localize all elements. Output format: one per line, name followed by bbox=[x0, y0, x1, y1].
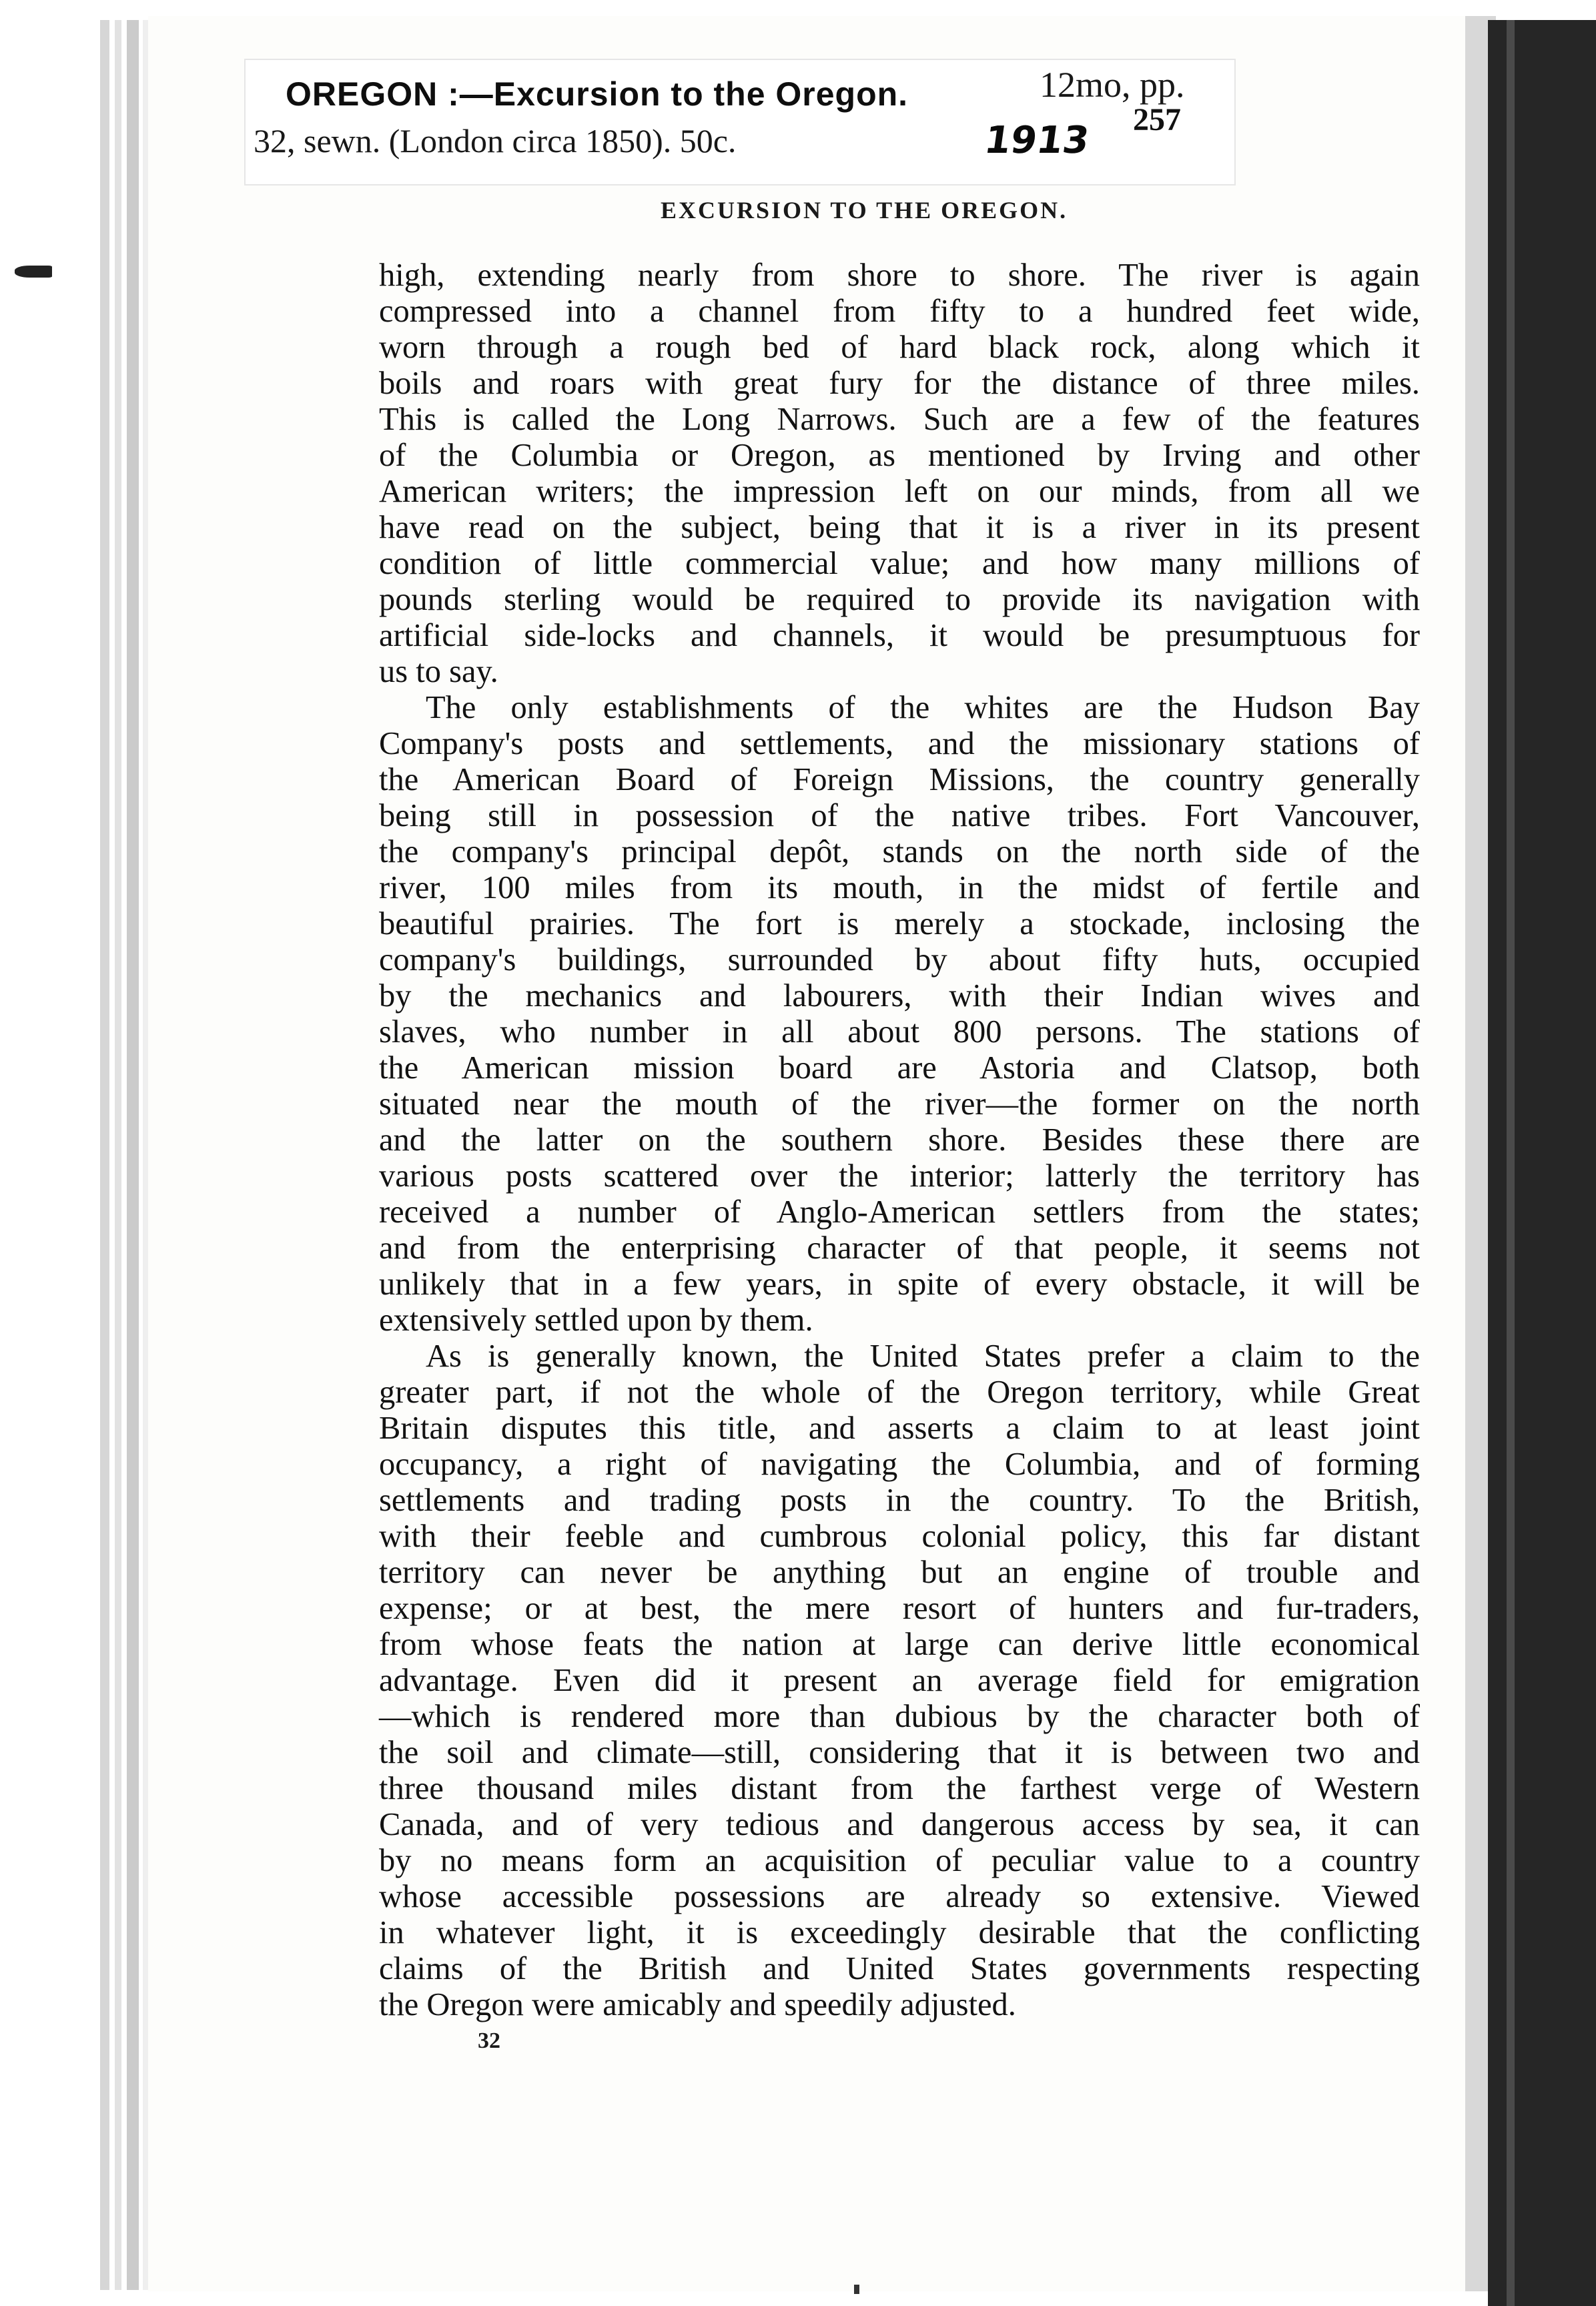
catalogue-label bbox=[246, 60, 1234, 184]
text-line: worn through a rough bed of hard black rock, along which it bbox=[379, 330, 1420, 365]
text-line: occupancy, a right of navigating the Columbia, and of forming bbox=[379, 1447, 1420, 1482]
scan-margin-left bbox=[0, 0, 100, 2306]
text-line: settlements and trading posts in the country. To the British, bbox=[379, 1483, 1420, 1518]
text-line: by no means form an acquisition of peculiar value to a country bbox=[379, 1843, 1420, 1878]
label-format: 12mo, pp. bbox=[1040, 65, 1185, 105]
scan-artifact-mark bbox=[15, 266, 52, 278]
text-line: Canada, and of very tedious and dangerous access by sea, it can bbox=[379, 1807, 1420, 1842]
page-edge bbox=[143, 20, 148, 2290]
running-head: EXCURSION TO THE OREGON. bbox=[661, 197, 1068, 224]
text-line: three thousand miles distant from the farthest verge of Western bbox=[379, 1771, 1420, 1806]
text-line: have read on the subject, being that it is a river in its present bbox=[379, 510, 1420, 545]
label-handwritten-note: 1913 bbox=[981, 119, 1092, 162]
paragraph bbox=[379, 258, 1420, 690]
text-line: river, 100 miles from its mouth, in the midst of fertile and bbox=[379, 870, 1420, 905]
text-line: —which is rendered more than dubious by the character both of bbox=[379, 1699, 1420, 1734]
scan-artifact-mark bbox=[854, 2285, 859, 2294]
text-line: beautiful prairies. The fort is merely a stockade, inclosing the bbox=[379, 906, 1420, 941]
page-edge bbox=[100, 20, 109, 2290]
text-line: various posts scattered over the interior; latterly the territory has bbox=[379, 1158, 1420, 1194]
text-line: situated near the mouth of the river—the former on the north bbox=[379, 1086, 1420, 1122]
text-line: unlikely that in a few years, in spite of every obstacle, it will be bbox=[379, 1266, 1420, 1302]
text-line: extensively settled upon by them. bbox=[379, 1302, 813, 1338]
text-line: expense; or at best, the mere resort of hunters and fur-traders, bbox=[379, 1591, 1420, 1626]
text-line: the American Board of Foreign Missions, the country generally bbox=[379, 762, 1420, 797]
scan-margin-top bbox=[100, 0, 1488, 16]
page-edge bbox=[127, 20, 139, 2290]
text-line: with their feeble and cumbrous colonial policy, this far distant bbox=[379, 1519, 1420, 1554]
text-line: advantage. Even did it present an average field for emigration bbox=[379, 1663, 1420, 1698]
text-line: This is called the Long Narrows. Such are a few of the features bbox=[379, 402, 1420, 437]
text-line: American writers; the impression left on our minds, from all we bbox=[379, 474, 1420, 509]
paragraph bbox=[379, 690, 1420, 1338]
text-line: by the mechanics and labourers, with their Indian wives and bbox=[379, 978, 1420, 1014]
text-line: being still in possession of the native tribes. Fort Vancouver, bbox=[379, 798, 1420, 833]
text-line: Britain disputes this title, and asserts a claim to at least joint bbox=[379, 1411, 1420, 1446]
book-spine bbox=[1488, 20, 1596, 2306]
text-line: us to say. bbox=[379, 654, 498, 689]
text-line: company's buildings, surrounded by about fifty huts, occupied bbox=[379, 942, 1420, 978]
text-line: of the Columbia or Oregon, as mentioned by Irving and other bbox=[379, 438, 1420, 473]
text-line: greater part, if not the whole of the Oregon territory, while Great bbox=[379, 1375, 1420, 1410]
page-edge bbox=[115, 20, 121, 2290]
label-number: 257 bbox=[1133, 102, 1181, 137]
text-line: compressed into a channel from fifty to a hundred feet wide, bbox=[379, 294, 1420, 329]
text-line: the soil and climate—still, considering that it is between two and bbox=[379, 1735, 1420, 1770]
text-line: condition of little commercial value; and how many millions of bbox=[379, 546, 1420, 581]
text-line: whose accessible possessions are already so extensive. Viewed bbox=[379, 1879, 1420, 1914]
text-line: boils and roars with great fury for the distance of three miles. bbox=[379, 366, 1420, 401]
text-line: from whose feats the nation at large can derive little economical bbox=[379, 1627, 1420, 1662]
text-line: received a number of Anglo-American settlers from the states; bbox=[379, 1194, 1420, 1230]
text-line: in whatever light, it is exceedingly desirable that the conflicting bbox=[379, 1915, 1420, 1950]
text-line: The only establishments of the whites are the Hudson Bay bbox=[426, 690, 1420, 725]
text-line: the American mission board are Astoria and Clatsop, both bbox=[379, 1050, 1420, 1086]
text-line: Company's posts and settlements, and the missionary stations of bbox=[379, 726, 1420, 761]
paragraph bbox=[379, 1338, 1420, 2023]
label-details: 32, sewn. (London circa 1850). 50c. bbox=[254, 122, 737, 159]
text-line: slaves, who number in all about 800 persons. The stations of bbox=[379, 1014, 1420, 1050]
page-folio: 32 bbox=[478, 2028, 500, 2053]
text-line: the company's principal depôt, stands on the north side of the bbox=[379, 834, 1420, 869]
text-line: artificial side-locks and channels, it would be presumptuous for bbox=[379, 618, 1420, 653]
body-text bbox=[379, 258, 1420, 2023]
text-line: high, extending nearly from shore to shore. The river is again bbox=[379, 258, 1420, 293]
text-line: territory can never be anything but an engine of trouble and bbox=[379, 1555, 1420, 1590]
text-line: and from the enterprising character of that people, it seems not bbox=[379, 1230, 1420, 1266]
text-line: As is generally known, the United States prefer a claim to the bbox=[426, 1338, 1420, 1374]
text-line: and the latter on the southern shore. Besides these there are bbox=[379, 1122, 1420, 1158]
book-spine-highlight bbox=[1507, 20, 1515, 2306]
text-line: claims of the British and United States governments respecting bbox=[379, 1951, 1420, 1986]
text-line: pounds sterling would be required to provide its navigation with bbox=[379, 582, 1420, 617]
label-title: OREGON :—Excursion to the Oregon. bbox=[286, 75, 909, 113]
text-line: the Oregon were amicably and speedily adjusted. bbox=[379, 1987, 1016, 2022]
scan-margin-bottom bbox=[100, 2291, 1488, 2306]
